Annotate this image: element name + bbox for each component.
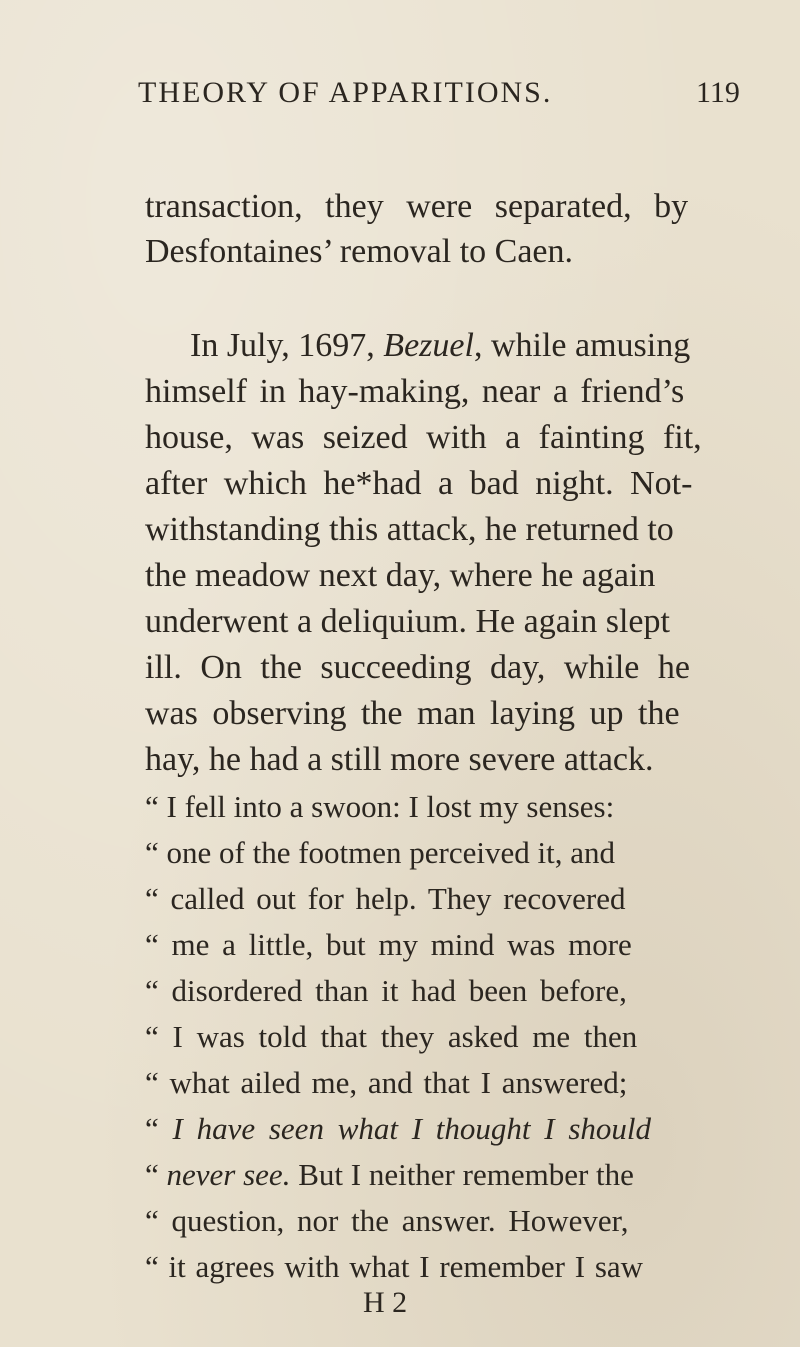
text-line-4: himself in hay-making, near a friend’s xyxy=(145,373,685,410)
quote-line-2: “ one of the footmen perceived it, and xyxy=(145,835,615,870)
text-line-6: after which he*had a bad night. Not- xyxy=(145,465,693,502)
quote-line-7: “ what ailed me, and that I answered; xyxy=(145,1065,628,1100)
running-title: THEORY OF APPARITIONS. xyxy=(138,76,553,109)
quote-line-9: “ never see. But I neither remember the xyxy=(145,1157,634,1192)
text-line-5: house, was seized with a fainting fit, xyxy=(145,419,702,456)
text-line-1: transaction, they were separated, by xyxy=(145,188,689,225)
text-line-12: hay, he had a still more severe attack. xyxy=(145,741,654,778)
signature-mark: H 2 xyxy=(363,1286,408,1319)
quote-line-1: “ I fell into a swoon: I lost my senses: xyxy=(145,789,615,824)
text-line-11: was observing the man laying up the xyxy=(145,695,680,732)
quote-line-5: “ disordered than it had been before, xyxy=(145,973,627,1008)
quote-line-4: “ me a little, but my mind was more xyxy=(145,927,632,962)
running-head xyxy=(0,76,800,126)
text-line-9: underwent a deliquium. He again slept xyxy=(145,603,670,640)
text-line-8: the meadow next day, where he again xyxy=(145,557,656,594)
text-line-2: Desfontaines’ removal to Caen. xyxy=(145,233,574,270)
text-line-7: withstanding this attack, he returned to xyxy=(145,511,674,548)
text-line-3: In July, 1697, Bezuel, while amusing xyxy=(190,327,691,364)
quote-line-10: “ question, nor the answer. However, xyxy=(145,1203,629,1238)
text-line-10: ill. On the succeeding day, while he xyxy=(145,649,690,686)
quote-line-8: “ I have seen what I thought I should xyxy=(145,1111,652,1146)
quote-line-6: “ I was told that they asked me then xyxy=(145,1019,638,1054)
quote-line-3: “ called out for help. They recovered xyxy=(145,881,626,916)
quote-line-11: “ it agrees with what I remember I saw xyxy=(145,1249,644,1284)
page-number: 119 xyxy=(696,76,740,109)
